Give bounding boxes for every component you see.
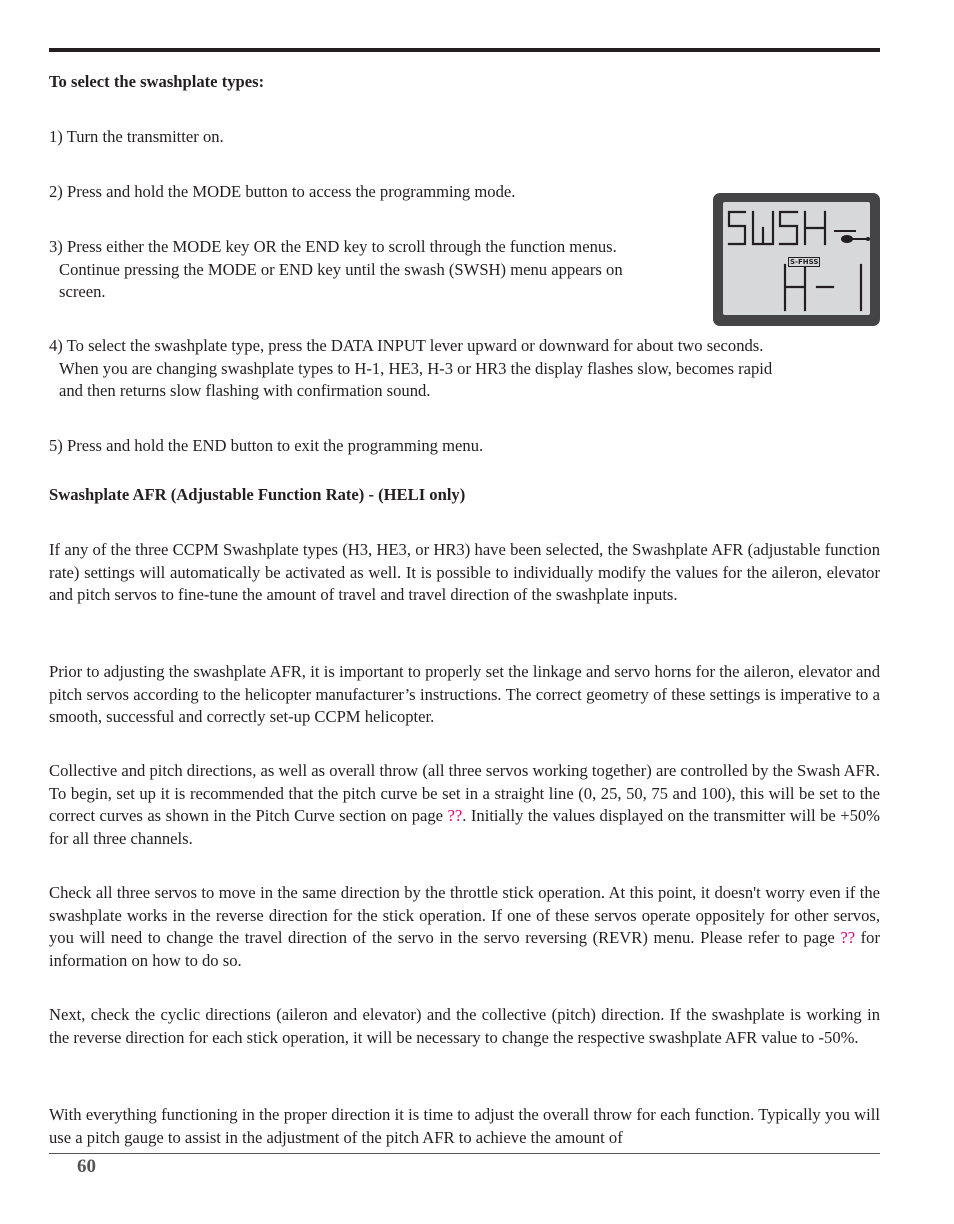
- step-2: 2) Press and hold the MODE button to access the programming mode.: [49, 182, 516, 201]
- step-4-line-2: When you are changing swashplate types to H-1, HE3, H-3 or HR3 the display flashes slow, becomes rapid: [59, 358, 773, 378]
- lcd-char-h: [805, 212, 825, 244]
- paragraph-text: . Initially the values displayed on the transmitter will be +50% for all three channels.: [49, 806, 880, 848]
- lcd-value-h: [785, 265, 805, 310]
- step-3-line-2: Continue pressing the MODE or END key until the swash (SWSH) menu appears on: [59, 259, 623, 279]
- step-4-line-1: 4) To select the swashplate type, press the DATA INPUT lever upward or downward for about two seconds.: [49, 336, 764, 355]
- lcd-screen: [723, 202, 870, 315]
- paragraph-text: for information on how to do so.: [49, 928, 880, 970]
- lcd-display: [713, 193, 880, 326]
- section-heading-swashplate-afr: Swashplate AFR (Adjustable Function Rate) - (HELI only): [49, 485, 466, 504]
- lcd-char-s2: [780, 212, 797, 244]
- step-3-line-3: screen.: [59, 282, 106, 301]
- paragraph-overall-throw: With everything functioning in the proper direction it is time to adjust the overall throw for each function. Typically you will use a pitch gauge to assist in the adjustment of the pitch AFR to achieve the amount of: [49, 1105, 880, 1147]
- step-3: [49, 236, 623, 304]
- section-heading-swashplate-types: To select the swashplate types:: [49, 72, 265, 91]
- paragraph-afr-intro: If any of the three CCPM Swashplate types (H3, HE3, or HR3) have been selected, the Swashplate AFR (adjustable function rate) settings will automatically be activated as well. It is possible to individually modify the values for the aileron, elevator and pitch servos to fine-tune the amount of travel and travel direction of the swashplate inputs.: [49, 540, 880, 604]
- step-4: [49, 335, 772, 403]
- page-reference-link[interactable]: ??: [840, 928, 856, 947]
- top-rule: [49, 48, 880, 52]
- paragraph-collective-pitch: [49, 760, 880, 850]
- step-3-line-1: 3) Press either the MODE key OR the END key to scroll through the function menus.: [49, 237, 617, 256]
- page-reference-link[interactable]: ??: [447, 806, 463, 825]
- lcd-char-s1: [729, 212, 745, 244]
- paragraph-text: Collective and pitch directions, as well as overall throw (all three servos working together) are controlled by the Swash AFR. To begin, set up it is recommended that the pitch curve be set in a straight line (0, 25, 50, 75 and 100), this will be set to the correct curves as shown in the Pitch Curve section on page: [49, 761, 880, 825]
- lcd-char-w: [753, 212, 773, 244]
- paragraph-prior-adjusting: Prior to adjusting the swashplate AFR, it is important to properly set the linkage and servo horns for the aileron, elevator and pitch servos according to the helicopter manufacturer’s instructions. The correct geometry of these settings is imperative to a smooth, successful and correctly set-up CCPM helicopter.: [49, 662, 880, 726]
- step-1: 1) Turn the transmitter on.: [49, 127, 224, 146]
- step-5: 5) Press and hold the END button to exit the programming menu.: [49, 436, 484, 455]
- page-number: 60: [77, 1156, 96, 1177]
- step-4-line-3: and then returns slow flashing with confirmation sound.: [59, 381, 431, 400]
- paragraph-check-servos: [49, 882, 880, 972]
- lcd-mode-tag: S-FHSS: [790, 258, 819, 266]
- bottom-rule: [49, 1153, 880, 1154]
- helicopter-icon: [834, 230, 870, 243]
- paragraph-cyclic-directions: Next, check the cyclic directions (aileron and elevator) and the collective (pitch) direction. If the swashplate is working in the reverse direction for each stick operation, it will be necessary to change the respective swashplate AFR value to -50%.: [49, 1005, 880, 1047]
- paragraph-text: Check all three servos to move in the same direction by the throttle stick operation. At this point, it doesn't worry even if the swashplate works in the reverse direction for the stick operation. If one of these servos operate oppositely for other servos, you will need to change the travel direction of the servo in the servo reversing (REVR) menu. Please refer to page: [49, 883, 880, 947]
